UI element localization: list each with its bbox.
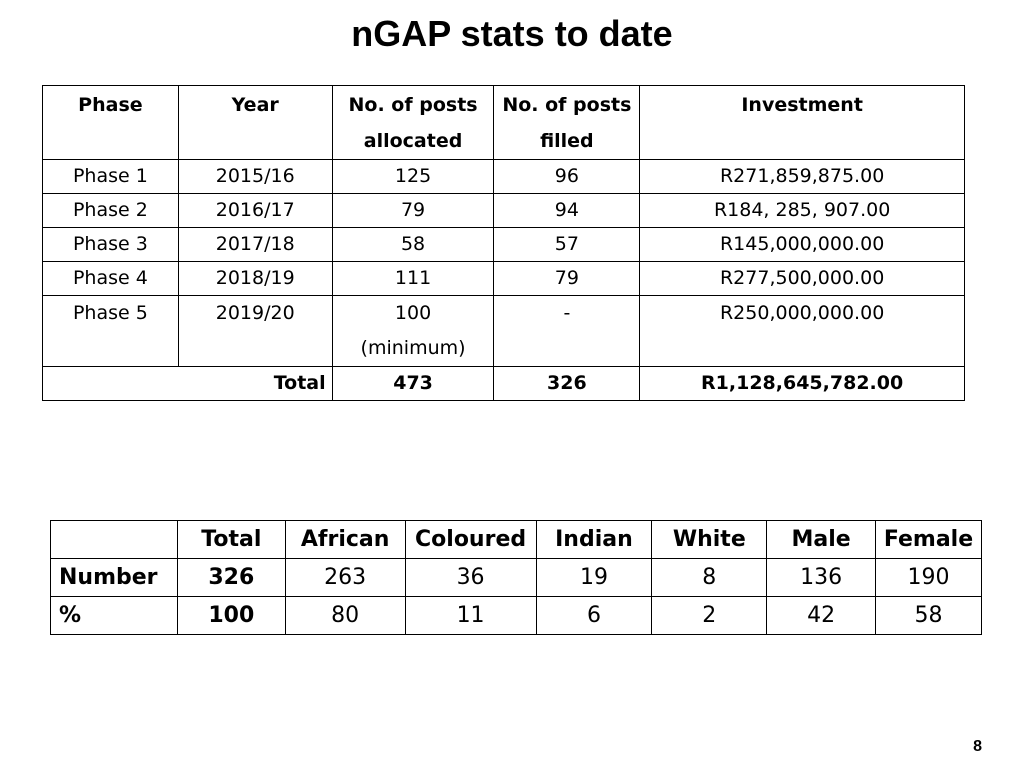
demographics-table	[50, 520, 982, 635]
header-investment: Investment	[640, 86, 965, 160]
total-filled: 326	[494, 367, 640, 401]
table-row	[43, 262, 965, 296]
cell-phase: Phase 2	[43, 194, 179, 228]
cell-african: 263	[285, 559, 405, 597]
cell-filled: 94	[494, 194, 640, 228]
cell-white: 8	[652, 559, 767, 597]
header-white: White	[652, 521, 767, 559]
cell-african: 80	[285, 597, 405, 635]
cell-year: 2018/19	[178, 262, 332, 296]
header-year: Year	[178, 86, 332, 160]
cell-white: 2	[652, 597, 767, 635]
cell-year: 2019/20	[178, 296, 332, 367]
cell-allocated-note: (minimum)	[360, 337, 466, 359]
cell-investment: R145,000,000.00	[640, 228, 965, 262]
cell-investment: R271,859,875.00	[640, 160, 965, 194]
cell-phase: Phase 1	[43, 160, 179, 194]
cell-female: 58	[876, 597, 982, 635]
page-title: nGAP stats to date	[351, 13, 673, 54]
total-label: Total	[43, 367, 333, 401]
header-phase: Phase	[43, 86, 179, 160]
header-female: Female	[876, 521, 982, 559]
cell-investment: R184, 285, 907.00	[640, 194, 965, 228]
header-posts-allocated	[332, 86, 494, 160]
cell-year: 2016/17	[178, 194, 332, 228]
header-posts-filled	[494, 86, 640, 160]
cell-coloured: 36	[405, 559, 536, 597]
cell-phase: Phase 5	[43, 296, 179, 367]
cell-coloured: 11	[405, 597, 536, 635]
cell-allocated: 58	[332, 228, 494, 262]
table-header-row	[43, 86, 965, 160]
cell-filled: -	[494, 296, 640, 367]
table-row	[51, 597, 982, 635]
total-allocated: 473	[332, 367, 494, 401]
cell-allocated: 79	[332, 194, 494, 228]
header-empty	[51, 521, 178, 559]
header-african: African	[285, 521, 405, 559]
cell-male: 136	[767, 559, 876, 597]
cell-investment: R277,500,000.00	[640, 262, 965, 296]
cell-filled: 96	[494, 160, 640, 194]
cell-filled: 57	[494, 228, 640, 262]
cell-allocated: 125	[332, 160, 494, 194]
cell-filled: 79	[494, 262, 640, 296]
cell-allocated: 111	[332, 262, 494, 296]
phase-stats-table	[42, 85, 965, 401]
total-investment: R1,128,645,782.00	[640, 367, 965, 401]
header-total: Total	[177, 521, 285, 559]
cell-phase: Phase 4	[43, 262, 179, 296]
cell-male: 42	[767, 597, 876, 635]
header-indian: Indian	[536, 521, 652, 559]
page-number: 8	[973, 738, 982, 755]
table-row	[43, 194, 965, 228]
header-male: Male	[767, 521, 876, 559]
cell-investment: R250,000,000.00	[640, 296, 965, 367]
table-row	[51, 559, 982, 597]
table-row	[43, 228, 965, 262]
cell-year: 2017/18	[178, 228, 332, 262]
total-row	[43, 367, 965, 401]
header-line: filled	[540, 130, 594, 152]
table-row	[43, 160, 965, 194]
cell-year: 2015/16	[178, 160, 332, 194]
header-line: No. of posts	[502, 94, 632, 116]
cell-total: 326	[177, 559, 285, 597]
cell-allocated-value: 100	[394, 302, 432, 324]
row-label-percent: %	[51, 597, 178, 635]
table-row	[43, 296, 965, 367]
header-line: No. of posts	[348, 94, 478, 116]
cell-total: 100	[177, 597, 285, 635]
header-coloured: Coloured	[405, 521, 536, 559]
cell-phase: Phase 3	[43, 228, 179, 262]
cell-indian: 19	[536, 559, 652, 597]
cell-female: 190	[876, 559, 982, 597]
table-header-row	[51, 521, 982, 559]
header-line: allocated	[363, 130, 463, 152]
cell-indian: 6	[536, 597, 652, 635]
cell-allocated	[332, 296, 494, 367]
row-label-number: Number	[51, 559, 178, 597]
